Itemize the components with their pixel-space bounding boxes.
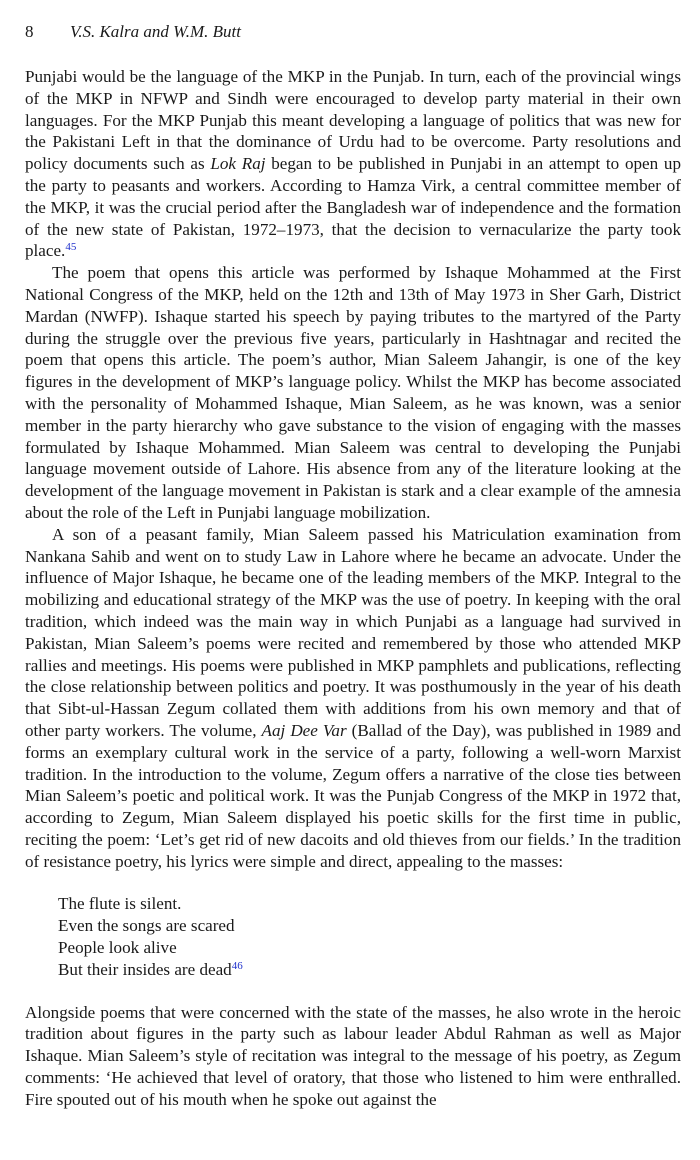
paragraph-3-text: A son of a peasant family, Mian Saleem passed his Matriculation examination from Nankana Sahib and went on to study Law in Lahore where he became an advocate. Under the influence of Major Ishaque, he became one of the leading members of the MKP. Integral to the mobilizing and educational strategy of the MKP was the use of poetry. In keeping with the oral tradition, which indeed was the main way in which Punjabi as a language had survived in Pakistan, Mian Saleem’s poems were recited and remembered by those who attended MKP rallies and meetings. His poems were published in MKP pamphlets and publications, reflecting the close relationship between politics and poetry. It was posthumously in the year of his death that Sibt-ul-Hassan Zegum collated them with additions from his own memory and that of other party workers. The volume, [25,524,681,740]
poem-line-4 [58,959,681,981]
poem-line-1: The flute is silent. [58,894,182,914]
page-number: 8 [25,22,34,41]
poem-line-3: People look alive [58,938,177,958]
paragraph-3 [25,524,681,873]
paragraph-2: The poem that opens this article was performed by Ishaque Mohammed at the First National Congress of the MKP, held on the 12th and 13th of May 1973 in Sher Garh, District Mardan (NWFP). Ishaque started his speech by paying tributes to the martyred of the Party during the struggle over the previous five years, particularly in Hashtnagar and recited the poem that opens this article. The poem’s author, Mian Saleem Jahangir, is one of the key figures in the development of MKP’s language policy. Whilst the MKP has become associated with the personality of Mohammed Ishaque, Mian Saleem, as he was known, was a senior member in the party hierarchy who gave substance to the vision of engaging with the masses formulated by Ishaque Mohammed. Mian Saleem was central to developing the Punjabi language movement outside of Lahore. His absence from any of the literature looking at the development of the language movement in Pakistan is stark and a clear example of the amnesia about the role of the Left in Punjabi language mobilization. [25,263,681,522]
poem-quote [58,893,681,980]
paragraph-1 [25,66,681,262]
paragraph-3-text-cont: (Ballad of the Day), was published in 1989 and forms an exemplary cultural work in the service of a party, following a well-worn Marxist tradition. In the introduction to the volume, Zegum offers a narrative of the close ties between Mian Saleem’s poetic and political work. It was the Punjab Congress of the MKP in 1972 that, according to Zegum, Mian Saleem displayed his poetic skills for the first time in public, reciting the poem: ‘Let’s get rid of new dacoits and old thieves from our fields.’ In the tradition of resistance poetry, his lyrics were simple and direct, appealing to the masses: [25,720,681,871]
paragraph-1-text: Punjabi would be the language of the MKP in the Punjab. In turn, each of the provincial wings of the MKP in NFWP and Sindh were encouraged to develop party material in their own languages. For the MKP Punjab this meant developing a language of politics that was new for the Pakistani Left in that the dominance of Urdu had to be overcome. Party resolutions and policy documents such as [25,67,681,174]
poem-line-2: Even the songs are scared [58,916,235,936]
article-body [25,66,681,1111]
running-head-authors: V.S. Kalra and W.M. Butt [70,22,241,41]
title-aaj-dee-var: Aaj Dee Var [261,720,347,740]
running-head [25,22,241,42]
paragraph-1-text-cont: began to be published in Punjabi in an attempt to open up the party to peasants and workers. According to Hamza Virk, a central committee member of the MKP, it was the crucial period after the Bangladesh war of independence and the formation of the new state of Pakistan, 1972–1973, that the decision to vernacularize the party took place. [25,154,682,261]
footnote-ref-45[interactable]: 45 [65,241,77,254]
paragraph-4: Alongside poems that were concerned with the state of the masses, he also wrote in the heroic tradition about figures in the party such as labour leader Abdul Rahman as well as Major Ishaque. Mian Saleem’s style of recitation was integral to the message of his poetry, as Zegum comments: ‘He achieved that level of oratory, that those who listened to him were enthralled. Fire spouted out of his mouth when he spoke out against the [25,1002,681,1109]
poem-line-4-text: But their insides are dead [58,959,232,979]
title-lok-raj: Lok Raj [210,154,266,174]
footnote-ref-46[interactable]: 46 [231,959,243,972]
